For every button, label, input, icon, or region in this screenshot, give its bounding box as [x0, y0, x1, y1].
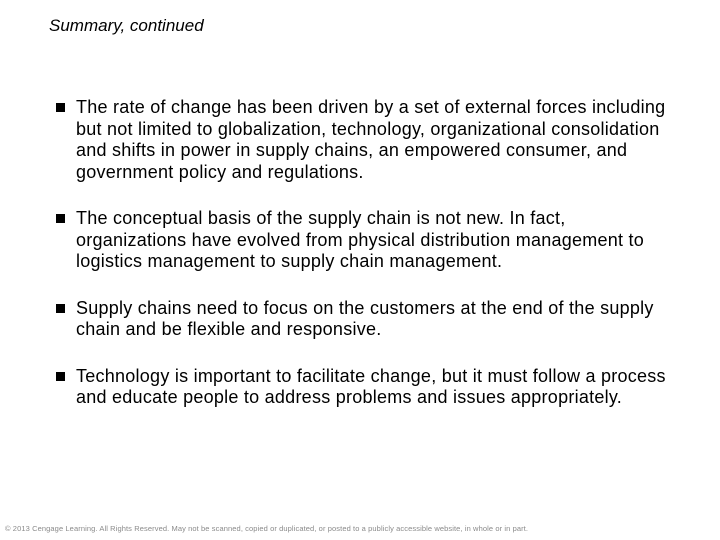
bullet-item — [56, 97, 676, 183]
bullet-text: Supply chains need to focus on the customers at the end of the supply chain and be flexible and responsive. — [76, 297, 654, 339]
square-bullet-icon — [56, 214, 65, 223]
bullet-text: Technology is important to facilitate change, but it must follow a process and educate people to address problems and issues appropriately. — [76, 365, 666, 407]
square-bullet-icon — [56, 304, 65, 313]
bullet-text: The rate of change has been driven by a set of external forces including but not limited to globalization, technology, organizational consolidation and shifts in power in supply chains, an empowered consumer, and government policy and regulations. — [76, 97, 666, 182]
bullet-item — [56, 298, 676, 341]
bullet-item — [56, 366, 676, 409]
square-bullet-icon — [56, 372, 65, 381]
bullet-item — [56, 208, 676, 273]
square-bullet-icon — [56, 103, 65, 112]
copyright-footer: © 2013 Cengage Learning. All Rights Reserved. May not be scanned, copied or duplicated, or posted to a publicly accessible website, in whole or in part. — [5, 524, 529, 533]
slide-title: Summary, continued — [49, 16, 204, 35]
bullet-list — [56, 97, 676, 409]
bullet-text: The conceptual basis of the supply chain is not new. In fact, organizations have evolved from physical distribution management to logistics management to supply chain management. — [76, 208, 645, 271]
